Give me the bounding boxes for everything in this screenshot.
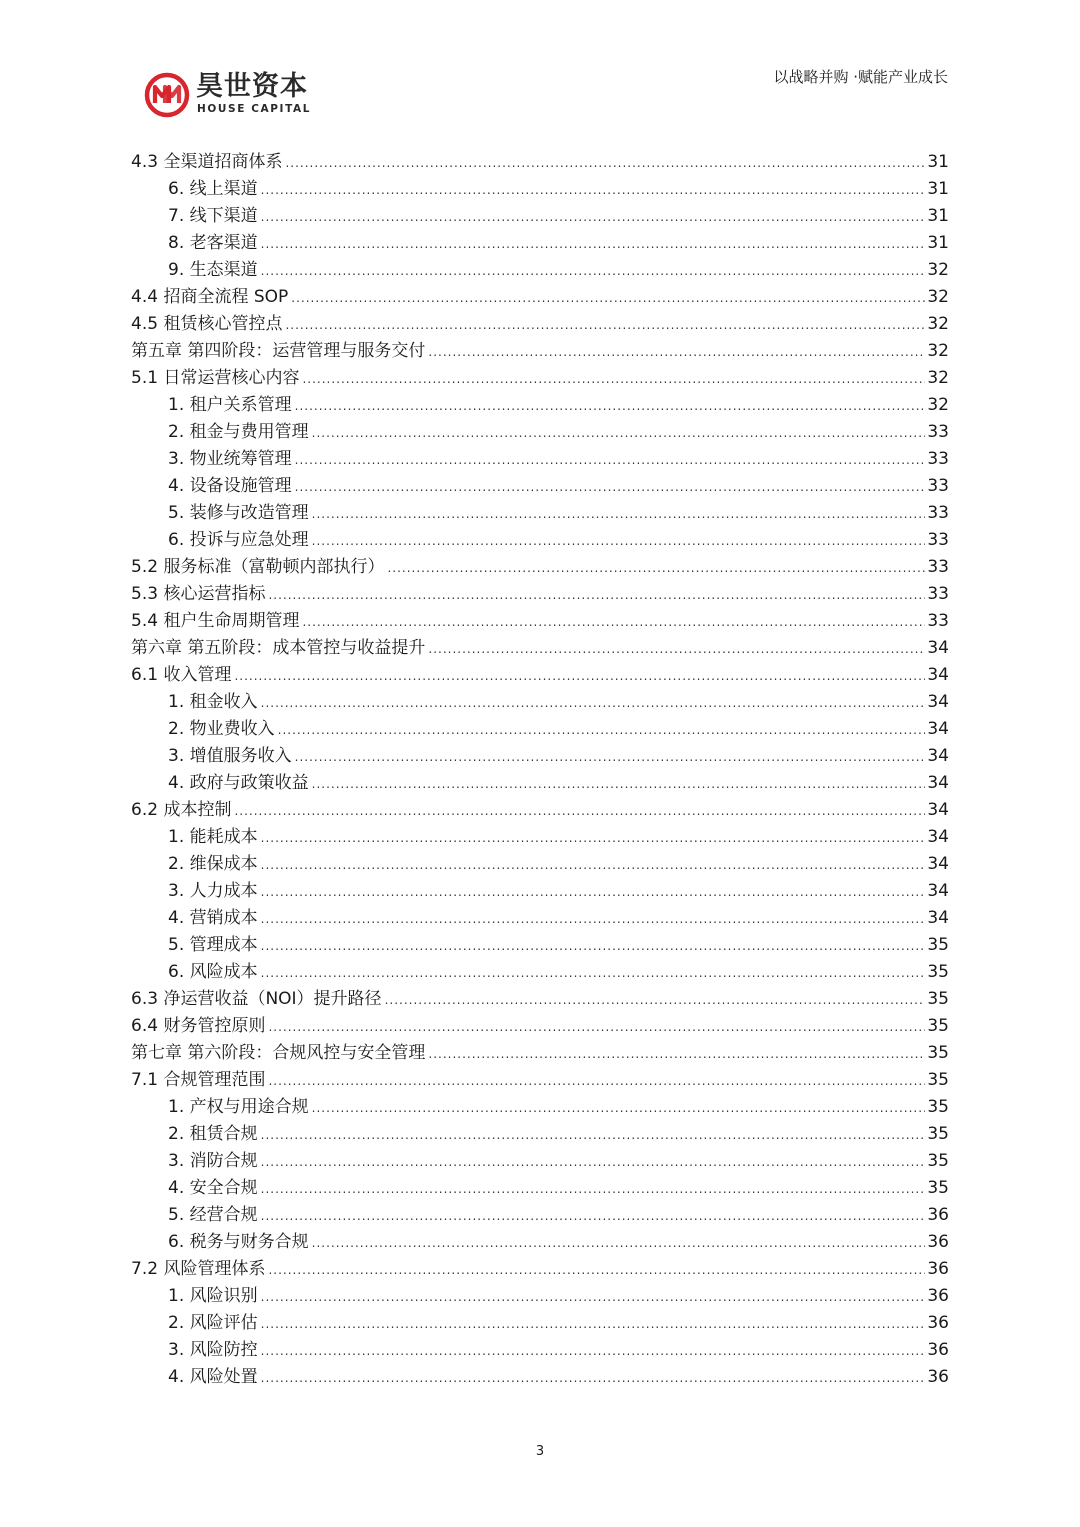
toc-entry-title: 2. 维保成本 xyxy=(168,854,258,874)
toc-entry[interactable] xyxy=(131,716,949,743)
toc-entry-page: 36 xyxy=(927,1205,949,1225)
toc-dot-leader xyxy=(268,1068,925,1095)
toc-dot-leader xyxy=(302,609,925,636)
toc-dot-leader xyxy=(295,447,926,474)
toc-entry-page: 33 xyxy=(927,503,949,523)
toc-dot-leader xyxy=(261,1203,926,1230)
toc-entry-page: 33 xyxy=(927,422,949,442)
toc-dot-leader xyxy=(387,555,925,582)
toc-entry[interactable] xyxy=(131,365,949,392)
toc-entry-page: 34 xyxy=(927,854,949,874)
toc-dot-leader xyxy=(385,987,926,1014)
toc-entry[interactable] xyxy=(131,1202,949,1229)
toc-entry-title: 1. 租户关系管理 xyxy=(168,395,292,415)
toc-entry-page: 36 xyxy=(927,1232,949,1252)
toc-entry-title: 3. 风险防控 xyxy=(168,1340,258,1360)
toc-entry-title: 5.1 日常运营核心内容 xyxy=(131,368,300,388)
toc-dot-leader xyxy=(268,1014,925,1041)
toc-entry-page: 33 xyxy=(927,611,949,631)
toc-dot-leader xyxy=(312,1095,926,1122)
toc-dot-leader xyxy=(295,744,926,771)
toc-entry-page: 36 xyxy=(927,1313,949,1333)
toc-entry[interactable] xyxy=(131,1310,949,1337)
toc-entry-page: 34 xyxy=(927,719,949,739)
toc-entry[interactable] xyxy=(131,257,949,284)
toc-entry-page: 33 xyxy=(927,449,949,469)
toc-entry-title: 5.3 核心运营指标 xyxy=(131,584,266,604)
toc-dot-leader xyxy=(261,177,926,204)
toc-entry-title: 2. 物业费收入 xyxy=(168,719,275,739)
house-capital-logo xyxy=(144,72,314,122)
toc-dot-leader xyxy=(295,393,926,420)
toc-entry-page: 34 xyxy=(927,908,949,928)
toc-entry-title: 6. 线上渠道 xyxy=(168,179,258,199)
toc-entry[interactable] xyxy=(131,1337,949,1364)
toc-dot-leader xyxy=(261,852,926,879)
toc-entry-title: 第五章 第四阶段：运营管理与服务交付 xyxy=(131,341,426,361)
toc-entry[interactable] xyxy=(131,932,949,959)
toc-entry-title: 4.4 招商全流程 SOP xyxy=(131,287,289,307)
toc-entry-title: 4. 政府与政策收益 xyxy=(168,773,309,793)
toc-entry-page: 34 xyxy=(927,692,949,712)
toc-dot-leader xyxy=(428,339,925,366)
toc-entry[interactable] xyxy=(131,905,949,932)
toc-entry-title: 6.4 财务管控原则 xyxy=(131,1016,266,1036)
toc-dot-leader xyxy=(261,1311,926,1338)
toc-entry-page: 36 xyxy=(927,1286,949,1306)
toc-entry-page: 34 xyxy=(927,800,949,820)
toc-entry-title: 2. 风险评估 xyxy=(168,1313,258,1333)
toc-dot-leader xyxy=(261,960,926,987)
toc-entry-page: 35 xyxy=(927,1151,949,1171)
toc-entry-title: 4.3 全渠道招商体系 xyxy=(131,152,283,172)
toc-entry[interactable] xyxy=(131,500,949,527)
toc-dot-leader xyxy=(261,231,926,258)
toc-dot-leader xyxy=(234,798,925,825)
toc-entry[interactable] xyxy=(131,743,949,770)
toc-entry-title: 6.1 收入管理 xyxy=(131,665,232,685)
toc-entry[interactable] xyxy=(131,1067,949,1094)
toc-entry-page: 32 xyxy=(927,314,949,334)
toc-entry[interactable] xyxy=(131,1256,949,1283)
toc-entry-title: 5. 管理成本 xyxy=(168,935,258,955)
toc-entry-page: 35 xyxy=(927,1043,949,1063)
toc-entry-page: 34 xyxy=(927,638,949,658)
toc-entry-title: 7. 线下渠道 xyxy=(168,206,258,226)
toc-entry-title: 3. 增值服务收入 xyxy=(168,746,292,766)
toc-entry[interactable] xyxy=(131,446,949,473)
toc-entry-page: 32 xyxy=(927,395,949,415)
toc-entry-title: 3. 人力成本 xyxy=(168,881,258,901)
toc-entry[interactable] xyxy=(131,1040,949,1067)
toc-dot-leader xyxy=(278,717,926,744)
toc-dot-leader xyxy=(428,1041,925,1068)
toc-entry[interactable] xyxy=(131,635,949,662)
toc-entry-title: 6.2 成本控制 xyxy=(131,800,232,820)
toc-entry-page: 34 xyxy=(927,881,949,901)
logo-english-name: HOUSE CAPITAL xyxy=(197,103,312,115)
toc-dot-leader xyxy=(261,1122,926,1149)
toc-entry-title: 2. 租赁合规 xyxy=(168,1124,258,1144)
toc-entry-page: 31 xyxy=(927,233,949,253)
toc-entry-page: 32 xyxy=(927,368,949,388)
toc-dot-leader xyxy=(312,1230,926,1257)
table-of-contents xyxy=(131,149,949,1391)
toc-entry-title: 第六章 第五阶段：成本管控与收益提升 xyxy=(131,638,426,658)
toc-dot-leader xyxy=(428,636,925,663)
toc-entry[interactable] xyxy=(131,1094,949,1121)
toc-entry-page: 31 xyxy=(927,179,949,199)
toc-dot-leader xyxy=(261,933,926,960)
toc-entry-title: 7.2 风险管理体系 xyxy=(131,1259,266,1279)
toc-entry-page: 35 xyxy=(927,1178,949,1198)
toc-dot-leader xyxy=(261,1149,926,1176)
toc-dot-leader xyxy=(312,771,926,798)
toc-entry-title: 1. 产权与用途合规 xyxy=(168,1097,309,1117)
toc-entry[interactable] xyxy=(131,851,949,878)
toc-dot-leader xyxy=(285,312,925,339)
toc-entry[interactable] xyxy=(131,203,949,230)
toc-entry-title: 4. 营销成本 xyxy=(168,908,258,928)
toc-entry-page: 36 xyxy=(927,1259,949,1279)
logo-chinese-name: 昊世资本 xyxy=(196,71,308,102)
toc-entry-page: 36 xyxy=(927,1367,949,1387)
page-number: 3 xyxy=(535,1444,545,1459)
toc-entry-title: 1. 能耗成本 xyxy=(168,827,258,847)
toc-entry[interactable] xyxy=(131,797,949,824)
toc-dot-leader xyxy=(261,1365,926,1392)
toc-entry[interactable] xyxy=(131,554,949,581)
toc-entry-title: 9. 生态渠道 xyxy=(168,260,258,280)
toc-dot-leader xyxy=(261,1338,926,1365)
toc-entry-page: 34 xyxy=(927,746,949,766)
toc-entry-page: 34 xyxy=(927,827,949,847)
toc-entry[interactable] xyxy=(131,338,949,365)
toc-entry[interactable] xyxy=(131,878,949,905)
toc-entry-page: 36 xyxy=(927,1340,949,1360)
toc-entry-page: 33 xyxy=(927,530,949,550)
toc-entry[interactable] xyxy=(131,284,949,311)
toc-entry-title: 5.4 租户生命周期管理 xyxy=(131,611,300,631)
toc-entry[interactable] xyxy=(131,1148,949,1175)
toc-entry-page: 31 xyxy=(927,206,949,226)
toc-dot-leader xyxy=(261,258,926,285)
toc-entry-title: 2. 租金与费用管理 xyxy=(168,422,309,442)
toc-entry[interactable] xyxy=(131,662,949,689)
toc-entry-title: 6.3 净运营收益（NOI）提升路径 xyxy=(131,989,382,1009)
toc-entry[interactable] xyxy=(131,1013,949,1040)
toc-entry-page: 33 xyxy=(927,584,949,604)
toc-entry-page: 35 xyxy=(927,1097,949,1117)
toc-dot-leader xyxy=(261,825,926,852)
toc-entry-title: 6. 风险成本 xyxy=(168,962,258,982)
toc-entry[interactable] xyxy=(131,986,949,1013)
toc-dot-leader xyxy=(285,150,925,177)
toc-dot-leader xyxy=(261,1284,926,1311)
toc-dot-leader xyxy=(295,474,926,501)
toc-entry-title: 5. 装修与改造管理 xyxy=(168,503,309,523)
toc-entry[interactable] xyxy=(131,1121,949,1148)
toc-entry-title: 5.2 服务标准（富勒顿内部执行） xyxy=(131,557,385,577)
toc-entry-page: 35 xyxy=(927,962,949,982)
toc-entry[interactable] xyxy=(131,230,949,257)
toc-dot-leader xyxy=(261,906,926,933)
toc-entry[interactable] xyxy=(131,311,949,338)
toc-entry[interactable] xyxy=(131,581,949,608)
toc-dot-leader xyxy=(261,690,926,717)
toc-entry-page: 33 xyxy=(927,476,949,496)
toc-dot-leader xyxy=(234,663,925,690)
toc-entry-page: 35 xyxy=(927,935,949,955)
toc-entry-title: 6. 税务与财务合规 xyxy=(168,1232,309,1252)
house-capital-logo-icon xyxy=(144,72,190,118)
toc-entry-title: 6. 投诉与应急处理 xyxy=(168,530,309,550)
toc-entry[interactable] xyxy=(131,419,949,446)
toc-entry-title: 1. 风险识别 xyxy=(168,1286,258,1306)
toc-dot-leader xyxy=(312,501,926,528)
toc-entry-title: 4. 设备设施管理 xyxy=(168,476,292,496)
toc-dot-leader xyxy=(268,1257,925,1284)
toc-entry-page: 35 xyxy=(927,1016,949,1036)
toc-entry[interactable] xyxy=(131,176,949,203)
toc-entry-page: 33 xyxy=(927,557,949,577)
toc-entry-title: 7.1 合规管理范围 xyxy=(131,1070,266,1090)
toc-dot-leader xyxy=(302,366,925,393)
toc-entry[interactable] xyxy=(131,1364,949,1391)
toc-dot-leader xyxy=(312,420,926,447)
toc-entry-title: 5. 经营合规 xyxy=(168,1205,258,1225)
toc-entry[interactable] xyxy=(131,527,949,554)
toc-dot-leader xyxy=(261,204,926,231)
toc-dot-leader xyxy=(268,582,925,609)
toc-entry-page: 31 xyxy=(927,152,949,172)
toc-entry-title: 1. 租金收入 xyxy=(168,692,258,712)
toc-entry-title: 第七章 第六阶段：合规风控与安全管理 xyxy=(131,1043,426,1063)
toc-entry[interactable] xyxy=(131,824,949,851)
toc-entry[interactable] xyxy=(131,1175,949,1202)
toc-entry-title: 8. 老客渠道 xyxy=(168,233,258,253)
toc-dot-leader xyxy=(291,285,925,312)
toc-entry-page: 35 xyxy=(927,1070,949,1090)
toc-entry[interactable] xyxy=(131,608,949,635)
toc-dot-leader xyxy=(312,528,926,555)
toc-entry-title: 4. 安全合规 xyxy=(168,1178,258,1198)
toc-entry[interactable] xyxy=(131,1229,949,1256)
toc-entry-title: 4.5 租赁核心管控点 xyxy=(131,314,283,334)
toc-entry-title: 3. 物业统筹管理 xyxy=(168,449,292,469)
toc-dot-leader xyxy=(261,879,926,906)
toc-entry-page: 34 xyxy=(927,773,949,793)
page-header xyxy=(0,0,1080,130)
toc-entry-page: 35 xyxy=(927,989,949,1009)
toc-entry-page: 32 xyxy=(927,341,949,361)
header-slogan: 以战略并购 ·赋能产业成长 xyxy=(773,68,948,86)
toc-entry[interactable] xyxy=(131,1283,949,1310)
toc-entry[interactable] xyxy=(131,149,949,176)
toc-entry[interactable] xyxy=(131,473,949,500)
toc-entry-page: 35 xyxy=(927,1124,949,1144)
toc-entry-page: 34 xyxy=(927,665,949,685)
toc-entry[interactable] xyxy=(131,770,949,797)
toc-entry-page: 32 xyxy=(927,260,949,280)
toc-entry[interactable] xyxy=(131,392,949,419)
toc-entry-title: 4. 风险处置 xyxy=(168,1367,258,1387)
toc-entry-page: 32 xyxy=(927,287,949,307)
toc-entry[interactable] xyxy=(131,959,949,986)
toc-dot-leader xyxy=(261,1176,926,1203)
toc-entry-title: 3. 消防合规 xyxy=(168,1151,258,1171)
toc-entry[interactable] xyxy=(131,689,949,716)
